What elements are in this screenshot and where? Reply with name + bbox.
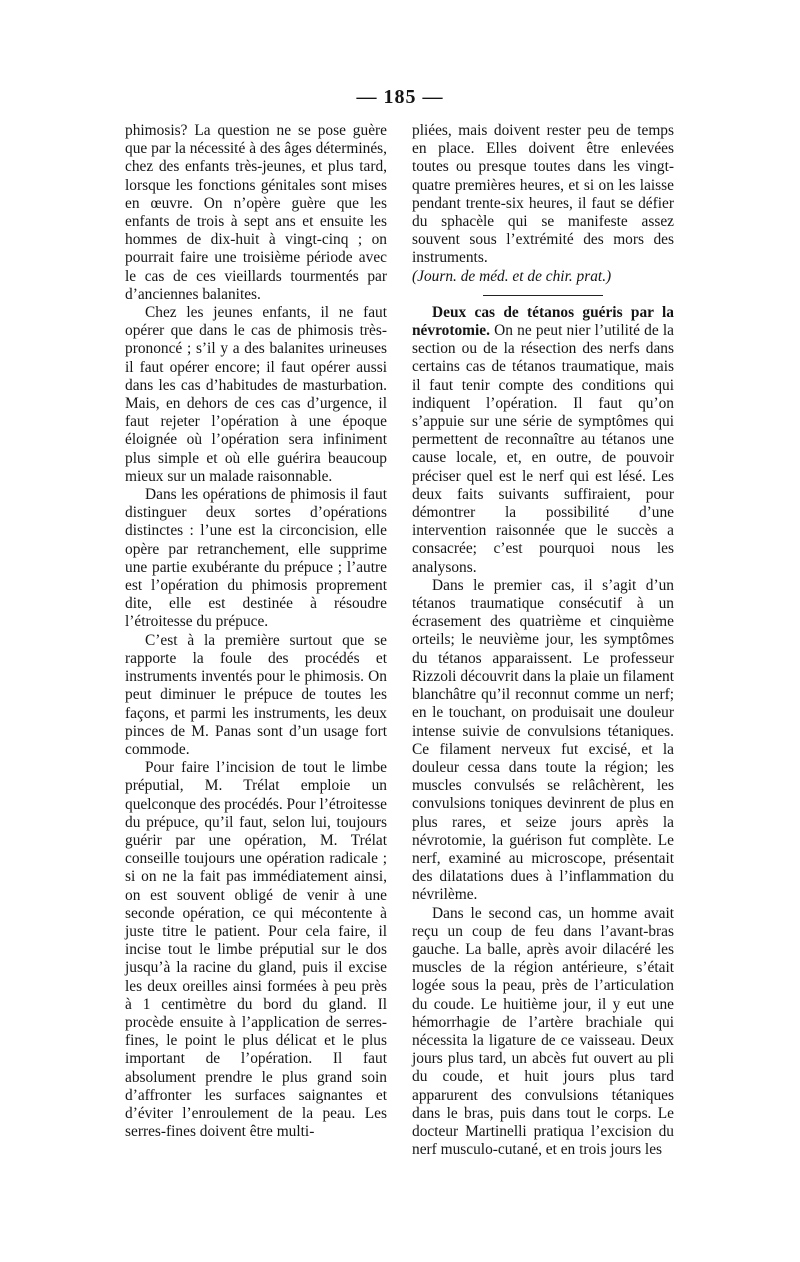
article-lead: On ne peut nier l’utilité de la section ou de la résection des nerfs dans certains cas de tétanos traumatique, mais il faut tenir compte des conditions qui indiquent l’opération. Il faut qu’on s’appuie sur une série de symptômes qui permettent de reconnaître au tétanos une cause locale, et, en outre, de pouvoir préciser quel est le nerf qui est lésé. Les deux faits suivants suffiraient, pour démontrer la possibilité d’une intervention raisonnée que le succès a consacrée; c’est pourquoi nous les analysons. — [412, 322, 674, 576]
right-column — [412, 122, 674, 1159]
page-number: — 185 — — [356, 86, 444, 108]
paragraph: Dans les opérations de phimosis il faut distinguer deux sortes d’opérations distinctes : l’une est la circoncision, elle opère par retranchement, elle supprime une partie exubérante du prépuce ; l’autre est l’opération du phimosis proprement dite, elle est destinée à résoudre l’étroitesse du prépuce. — [125, 486, 387, 631]
article-paragraph — [412, 304, 674, 577]
left-column — [125, 122, 387, 1141]
article-title: Deux cas de tétanos guéris par la névrotomie. — [412, 303, 674, 340]
paragraph: pliées, mais doivent rester peu de temps en place. Elles doivent être enlevées toutes ou presque toutes dans les vingt-quatre premières heures, et si on les laisse pendant trente-six heures, il faut se défier du sphacèle qui se manifeste assez souvent sous l’extrémité des mors des instruments. — [412, 122, 674, 267]
paragraph: phimosis? La question ne se pose guère que par la nécessité à des âges déterminés, chez des enfants très-jeunes, et plus tard, lorsque les fonctions génitales sont mises en œuvre. On n’opère guère que les enfants de trois à sept ans et ensuite les hommes de dix-huit à vingt-cinq ; on pourrait faire une troisième période avec le cas de ces vieillards tourmentés par d’anciennes balanites. — [125, 122, 387, 303]
source-credit: (Journ. de méd. et de chir. prat.) — [412, 267, 612, 285]
paragraph: C’est à la première surtout que se rapporte la foule des procédés et instruments inventés pour le phimosis. On peut diminuer le prépuce de toutes les façons, et parmi les instruments, les deux pinces de M. Panas sont d’un usage fort commode. — [125, 631, 387, 758]
divider — [483, 295, 603, 296]
paragraph: Dans le second cas, un homme avait reçu un coup de feu dans l’avant-bras gauche. La balle, après avoir dilacéré les muscles de la région antérieure, s’était logée sous la peau, près de l’articulation du coude. Le huitième jour, il y eut une hémorrhagie de l’artère brachiale qui nécessita la ligature de ce vaisseau. Deux jours plus tard, un abcès fut ouvert au pli du coude, et huit jours plus tard apparurent des convulsions tétaniques dans le bras, puis dans tout le corps. Le docteur Martinelli pratiqua l’excision du nerf musculo-cutané, et en trois jours les — [412, 904, 674, 1159]
paragraph: Chez les jeunes enfants, il ne faut opérer que dans le cas de phimosis très-prononcé ; s’il y a des balanites urineuses il faut opérer encore; il faut opérer aussi dans les cas d’habitudes de masturbation. Mais, en dehors de ces cas d’urgence, il faut rejeter l’opération à une époque éloignée où l’opération sera infiniment plus simple et où elle guérira beaucoup mieux sur un malade raisonnable. — [125, 304, 387, 485]
paragraph: Pour faire l’incision de tout le limbe préputial, M. Trélat emploie un quelconque des procédés. Pour l’étroitesse du prépuce, qu’il faut, selon lui, toujours guérir par une opération, M. Trélat conseille toujours une opération radicale ; si on ne la fait pas immédiatement ainsi, on est souvent obligé de venir à une seconde opération, ce qui mécontente à juste titre le patient. Pour cela faire, il incise tout le limbe préputial sur le dos jusqu’à la racine du gland, puis il excise les deux oreilles ainsi formées à peu près à 1 centimètre du bord du gland. Il procède ensuite à l’application de serres-fines, le point le plus délicat et le plus important de l’opération. Il faut absolument prendre le plus grand soin d’affronter les surfaces saignantes et d’éviter l’enroulement de la peau. Les serres-fines doivent être multi- — [125, 759, 387, 1141]
paragraph: Dans le premier cas, il s’agit d’un tétanos traumatique consécutif à un écrasement des quatrième et cinquième orteils; le neuvième jour, les symptômes du tétanos apparaissent. Le professeur Rizzoli découvrit dans la plaie un filament blanchâtre qu’il reconnut comme un nerf; en le touchant, on produisait une douleur intense suivie de convulsions tétaniques. Ce filament nerveux fut excisé, et la douleur cessa dans toute la région; les muscles convulsés se relâchèrent, les convulsions toniques devinrent de plus en plus rares, et seize jours après la névrotomie, la guérison fut complète. Le nerf, examiné au microscope, présentait des dilatations dues à l’inflammation du névrilème. — [412, 576, 674, 904]
